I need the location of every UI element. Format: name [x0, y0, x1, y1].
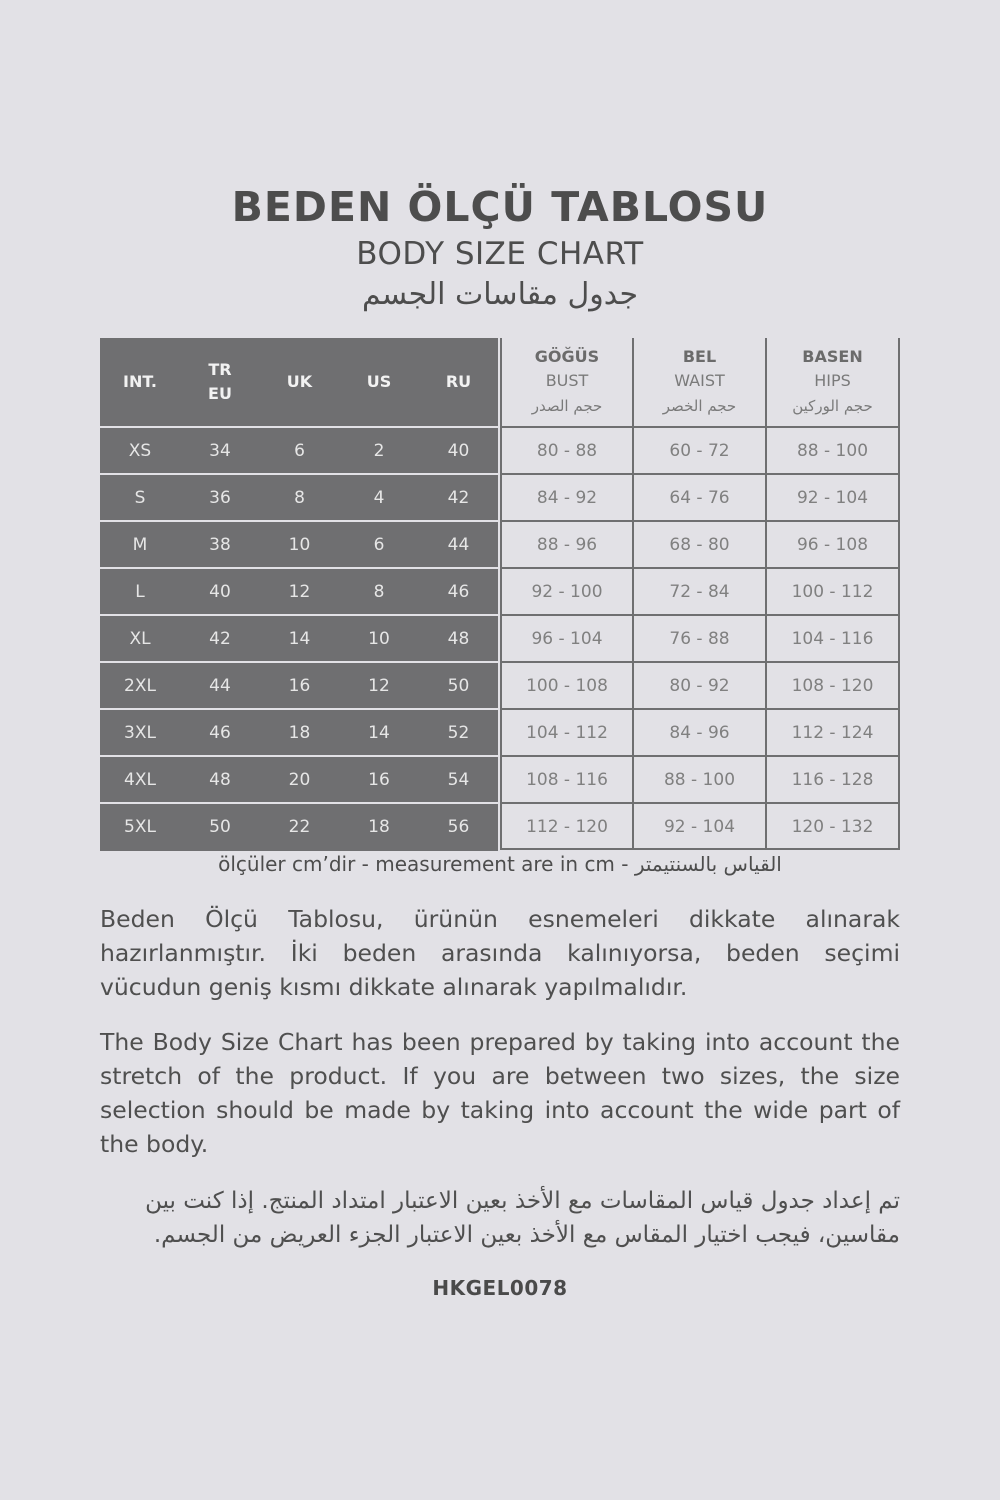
header-label: RU	[445, 372, 472, 391]
cell-us: 12	[368, 675, 390, 696]
header-bold-label: GÖĞÜS	[534, 347, 600, 366]
cell-uk: 20	[288, 769, 311, 790]
paragraph-turkish: Beden Ölçü Tablosu, ürünün esnemeleri dikkate alınarak hazırlanmıştır. İki beden arasında kalınıyorsa, beden seçimi vücudun geniş kısmı dikkate alınarak yapılmalıdır.	[100, 905, 900, 1001]
cell-ru: 44	[447, 534, 470, 555]
cell-tr: 42	[209, 628, 231, 649]
table-row	[500, 708, 900, 755]
table-row	[500, 426, 900, 473]
table-row	[500, 567, 900, 614]
header-english-label: HIPS	[814, 371, 851, 390]
cell-hips: 104 - 116	[767, 616, 900, 661]
cell-uk: 16	[288, 675, 311, 696]
page-subtitle-arabic: جدول مقاسات الجسم	[361, 277, 639, 312]
cell-int: XL	[129, 628, 151, 649]
cell-hips: 96 - 108	[767, 522, 900, 567]
cell-hips: 108 - 120	[767, 663, 900, 708]
cell-ru: 42	[447, 487, 470, 508]
header-cell-left	[180, 338, 260, 426]
cell-bust: 88 - 96	[500, 522, 634, 567]
header-cell-left	[260, 338, 339, 426]
header-cell-measure	[500, 338, 634, 426]
cell-bust: 108 - 116	[500, 757, 634, 802]
cell-ru: 48	[447, 628, 470, 649]
cell-us: 18	[368, 816, 390, 837]
header-label: TR	[208, 360, 232, 379]
header-label: UK	[286, 372, 313, 391]
header-arabic-label: حجم الصدر	[531, 397, 603, 415]
cell-hips: 100 - 112	[767, 569, 900, 614]
header-cell-left	[100, 338, 180, 426]
cell-us: 10	[368, 628, 390, 649]
table-row	[100, 614, 498, 661]
cell-waist: 80 - 92	[634, 663, 767, 708]
cell-ru: 46	[447, 581, 470, 602]
cell-us: 2	[373, 440, 385, 461]
header-label: US	[366, 372, 392, 391]
cell-bust: 92 - 100	[500, 569, 634, 614]
cell-tr: 48	[209, 769, 231, 790]
header-arabic-label: حجم الوركين	[792, 397, 873, 415]
cell-us: 6	[373, 534, 385, 555]
header-bold-label: BASEN	[802, 347, 863, 366]
cell-waist: 88 - 100	[634, 757, 767, 802]
cell-tr: 36	[209, 487, 231, 508]
cell-tr: 38	[209, 534, 231, 555]
cell-ru: 56	[447, 816, 470, 837]
cell-bust: 104 - 112	[500, 710, 634, 755]
table-row	[100, 520, 498, 567]
header-cell-left	[419, 338, 498, 426]
table-row	[500, 520, 900, 567]
size-codes-block	[100, 338, 498, 851]
cell-us: 4	[373, 487, 385, 508]
cell-hips: 120 - 132	[767, 804, 900, 849]
table-row	[100, 426, 498, 473]
table-row	[500, 614, 900, 661]
cell-bust: 80 - 88	[500, 428, 634, 473]
cell-waist: 84 - 96	[634, 710, 767, 755]
cell-waist: 92 - 104	[634, 804, 767, 849]
size-chart-table	[100, 338, 900, 851]
cell-int: 5XL	[124, 816, 156, 837]
page-subtitle: BODY SIZE CHART	[356, 236, 644, 272]
cell-uk: 22	[288, 816, 311, 837]
cell-uk: 10	[288, 534, 311, 555]
table-row	[100, 708, 498, 755]
cell-waist: 60 - 72	[634, 428, 767, 473]
table-row	[100, 802, 498, 849]
header-arabic-label: حجم الخصر	[662, 397, 737, 415]
cell-uk: 6	[294, 440, 305, 461]
cell-tr: 46	[209, 722, 231, 743]
cell-uk: 14	[288, 628, 311, 649]
cell-ru: 50	[447, 675, 470, 696]
header-cell-measure	[634, 338, 767, 426]
cell-waist: 76 - 88	[634, 616, 767, 661]
cell-hips: 112 - 124	[767, 710, 900, 755]
paragraph-english: The Body Size Chart has been prepared by taking into account the stretch of the product. If you are between two sizes, the size selection should be made by taking into account the wide part of the body.	[100, 1028, 900, 1158]
measurements-block	[500, 338, 900, 851]
header-bold-label: BEL	[682, 347, 717, 366]
cell-hips: 116 - 128	[767, 757, 900, 802]
table-row	[500, 473, 900, 520]
cell-ru: 52	[447, 722, 470, 743]
header-english-label: BUST	[545, 371, 589, 390]
cell-us: 8	[373, 581, 385, 602]
cell-int: S	[134, 487, 146, 508]
table-row	[100, 567, 498, 614]
table-row	[100, 661, 498, 708]
cell-uk: 8	[294, 487, 305, 508]
cell-us: 16	[368, 769, 390, 790]
cell-bust: 100 - 108	[500, 663, 634, 708]
cell-tr: 44	[209, 675, 231, 696]
cell-int: L	[135, 581, 145, 602]
cell-uk: 18	[288, 722, 311, 743]
cell-int: XS	[128, 440, 152, 461]
cell-int: 3XL	[124, 722, 156, 743]
cell-tr: 50	[209, 816, 231, 837]
measurement-note: ölçüler cm’dir - measurement are in cm - القياس بالسنتيمتر	[218, 852, 782, 876]
cell-int: 2XL	[124, 675, 156, 696]
page-title: BEDEN ÖLÇÜ TABLOSU	[231, 183, 769, 231]
cell-uk: 12	[288, 581, 311, 602]
cell-hips: 88 - 100	[767, 428, 900, 473]
cell-ru: 54	[447, 769, 470, 790]
cell-ru: 40	[447, 440, 470, 461]
cell-waist: 72 - 84	[634, 569, 767, 614]
header-cell-measure	[767, 338, 900, 426]
cell-tr: 40	[209, 581, 231, 602]
cell-hips: 92 - 104	[767, 475, 900, 520]
header-cell-left	[339, 338, 419, 426]
cell-waist: 64 - 76	[634, 475, 767, 520]
cell-bust: 96 - 104	[500, 616, 634, 661]
cell-tr: 34	[209, 440, 231, 461]
table-row	[100, 473, 498, 520]
cell-int: M	[132, 534, 148, 555]
cell-bust: 112 - 120	[500, 804, 634, 849]
table-row	[500, 661, 900, 708]
table-row	[500, 755, 900, 802]
paragraph-arabic: تم إعداد جدول قياس المقاسات مع الأخذ بعين الاعتبار امتداد المنتج. إذا كنت بين مقاسين، فيجب اختيار المقاس مع الأخذ بعين الاعتبار الجزء العريض من الجسم.	[145, 1188, 900, 1248]
header-label: EU	[208, 384, 232, 403]
cell-waist: 68 - 80	[634, 522, 767, 567]
cell-us: 14	[368, 722, 390, 743]
header-label: INT.	[123, 372, 157, 391]
product-code: HKGEL0078	[432, 1276, 568, 1300]
cell-bust: 84 - 92	[500, 475, 634, 520]
table-row	[100, 755, 498, 802]
header-english-label: WAIST	[674, 371, 725, 390]
table-row	[500, 802, 900, 850]
cell-int: 4XL	[124, 769, 156, 790]
